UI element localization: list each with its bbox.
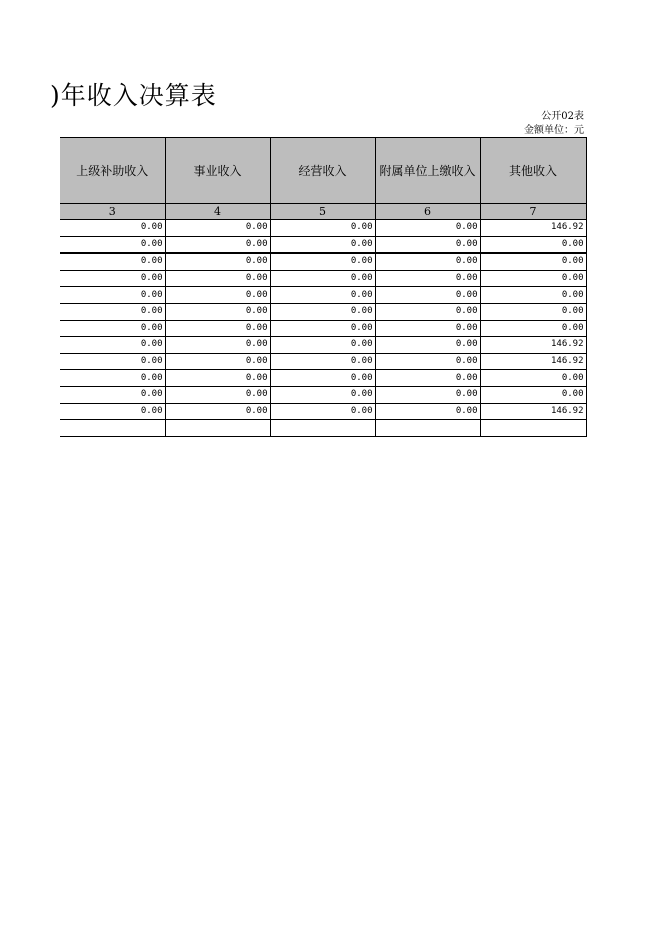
table-cell: 0.00 xyxy=(60,236,165,253)
table-row xyxy=(60,420,586,437)
table-cell: 0.00 xyxy=(60,303,165,320)
table-cell: 0.00 xyxy=(270,220,375,237)
table-cell xyxy=(375,420,480,437)
column-number: 5 xyxy=(270,204,375,220)
column-header-affiliated-units: 附属单位上缴收入 xyxy=(375,138,480,204)
table-row xyxy=(60,353,586,370)
table-cell: 0.00 xyxy=(270,337,375,354)
table-cell: 0.00 xyxy=(480,287,586,304)
table-cell xyxy=(60,420,165,437)
column-header-business-income: 事业收入 xyxy=(165,138,270,204)
table-cell: 0.00 xyxy=(480,236,586,253)
column-number: 6 xyxy=(375,204,480,220)
table-cell: 0.00 xyxy=(60,386,165,403)
table-cell: 0.00 xyxy=(375,386,480,403)
table-row xyxy=(60,253,586,270)
table-cell: 0.00 xyxy=(375,353,480,370)
table-cell: 0.00 xyxy=(60,270,165,287)
table-row xyxy=(60,337,586,354)
table-cell: 0.00 xyxy=(60,370,165,387)
table-cell: 0.00 xyxy=(60,220,165,237)
column-number: 3 xyxy=(60,204,165,220)
table-cell: 0.00 xyxy=(165,287,270,304)
table-cell xyxy=(165,420,270,437)
table-row xyxy=(60,386,586,403)
table-row xyxy=(60,370,586,387)
table-cell: 0.00 xyxy=(375,370,480,387)
table-cell: 0.00 xyxy=(270,320,375,337)
table-cell: 0.00 xyxy=(165,270,270,287)
table-cell: 0.00 xyxy=(375,253,480,270)
table-row xyxy=(60,287,586,304)
column-header-other-income: 其他收入 xyxy=(480,138,586,204)
table-cell: 0.00 xyxy=(480,253,586,270)
table-cell: 0.00 xyxy=(270,253,375,270)
table-cell: 0.00 xyxy=(480,320,586,337)
table-cell: 0.00 xyxy=(165,337,270,354)
table-cell: 0.00 xyxy=(480,370,586,387)
column-header-operating-income: 经营收入 xyxy=(270,138,375,204)
table-cell: 0.00 xyxy=(480,386,586,403)
table-cell: 0.00 xyxy=(60,337,165,354)
column-number: 4 xyxy=(165,204,270,220)
table-cell: 0.00 xyxy=(375,320,480,337)
table-cell: 0.00 xyxy=(270,287,375,304)
table-cell: 0.00 xyxy=(375,270,480,287)
table-cell xyxy=(270,420,375,437)
table-cell: 0.00 xyxy=(165,353,270,370)
table-cell: 0.00 xyxy=(375,337,480,354)
table-cell: 0.00 xyxy=(270,353,375,370)
table-cell: 0.00 xyxy=(165,236,270,253)
table-cell: 146.92 xyxy=(480,337,586,354)
table-cell: 0.00 xyxy=(60,287,165,304)
table-cell: 0.00 xyxy=(60,403,165,420)
table-row xyxy=(60,403,586,420)
table-cell: 0.00 xyxy=(375,303,480,320)
table-cell: 0.00 xyxy=(375,287,480,304)
amount-unit: 金额单位：元 xyxy=(524,125,584,136)
table-cell: 0.00 xyxy=(60,353,165,370)
table-cell: 0.00 xyxy=(60,320,165,337)
table-header xyxy=(60,138,586,220)
report-code: 公开02表 xyxy=(541,111,584,122)
table-cell: 0.00 xyxy=(375,403,480,420)
table-cell: 0.00 xyxy=(165,220,270,237)
table-cell: 146.92 xyxy=(480,220,586,237)
table-cell: 0.00 xyxy=(165,403,270,420)
table-cell: 0.00 xyxy=(165,370,270,387)
report-title: )年收入决算表 xyxy=(50,81,217,110)
table-row xyxy=(60,270,586,287)
table-cell xyxy=(480,420,586,437)
table-cell: 0.00 xyxy=(270,236,375,253)
table-row xyxy=(60,220,586,237)
table-body xyxy=(60,220,586,437)
table-cell: 146.92 xyxy=(480,403,586,420)
table-cell: 0.00 xyxy=(165,320,270,337)
column-header-superior-subsidy: 上级补助收入 xyxy=(60,138,165,204)
table-cell: 0.00 xyxy=(480,270,586,287)
table-row xyxy=(60,236,586,253)
table-cell: 0.00 xyxy=(270,403,375,420)
table-cell: 0.00 xyxy=(270,303,375,320)
table-cell: 0.00 xyxy=(165,253,270,270)
table-cell: 0.00 xyxy=(375,220,480,237)
table-cell: 0.00 xyxy=(480,303,586,320)
table-cell: 0.00 xyxy=(165,303,270,320)
table-cell: 0.00 xyxy=(270,370,375,387)
table-row xyxy=(60,320,586,337)
table-cell: 0.00 xyxy=(165,386,270,403)
income-table xyxy=(60,137,587,437)
table-cell: 0.00 xyxy=(60,253,165,270)
column-number: 7 xyxy=(480,204,586,220)
table-cell: 0.00 xyxy=(270,270,375,287)
table-cell: 0.00 xyxy=(375,236,480,253)
table-cell: 0.00 xyxy=(270,386,375,403)
table-row xyxy=(60,303,586,320)
table-cell: 146.92 xyxy=(480,353,586,370)
